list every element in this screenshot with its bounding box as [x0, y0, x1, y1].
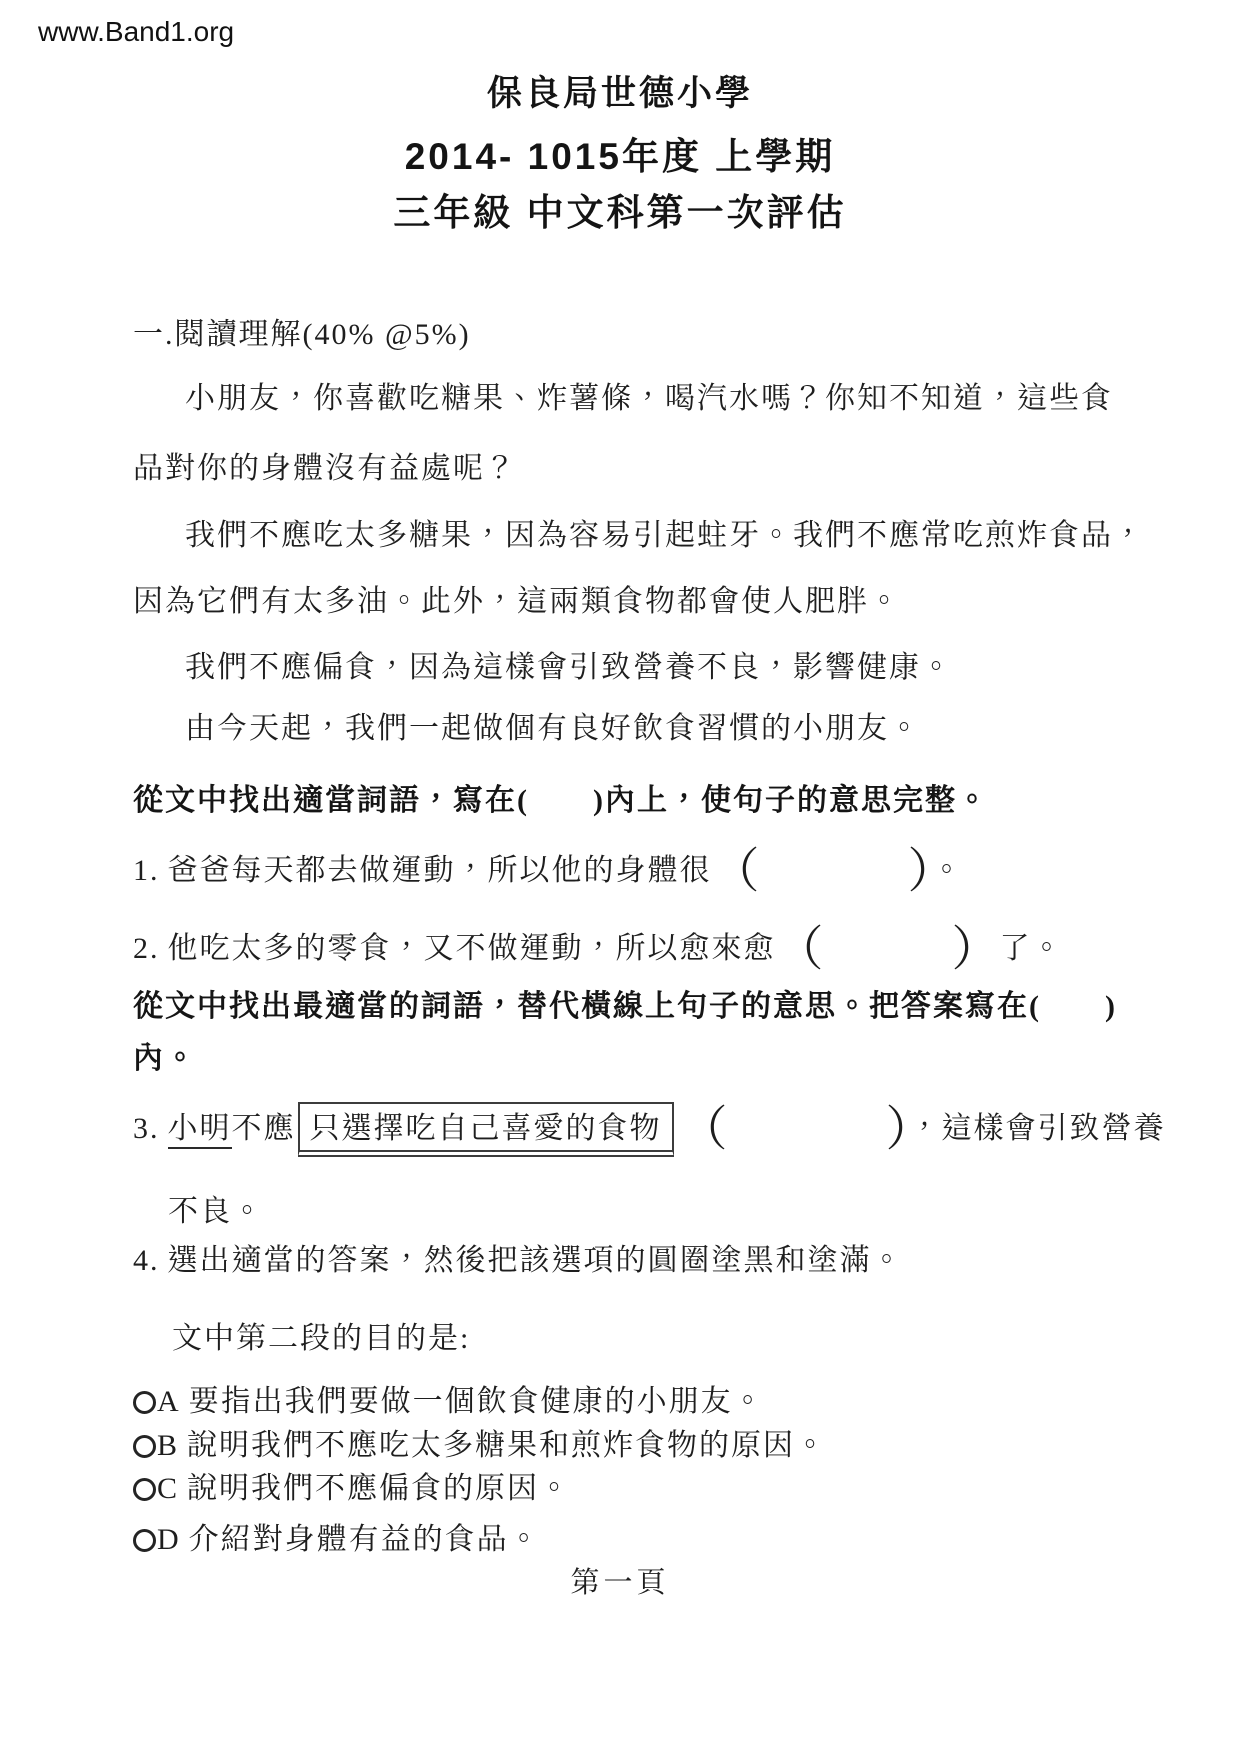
option-circle-icon — [133, 1391, 156, 1414]
question-tail: ，這樣會引致營養 — [909, 1112, 1166, 1145]
option-letter: A — [157, 1385, 181, 1418]
option-circle-icon — [133, 1435, 156, 1458]
question-text: 不應 — [231, 1112, 296, 1145]
question-3-continuation: 不良。 — [168, 1195, 264, 1228]
year-term: 2014- 1015年度 上學期 — [404, 136, 836, 177]
option-text: 要指出我們要做一個飲食健康的小朋友。 — [188, 1385, 765, 1418]
question-number: 2. — [133, 932, 160, 965]
option-circle-icon — [133, 1478, 156, 1501]
replace-instruction-line2: 內。 — [133, 1042, 197, 1075]
option-letter: D — [157, 1523, 181, 1556]
option-letter: B — [157, 1429, 180, 1462]
mc-stem: 文中第二段的目的是: — [172, 1322, 471, 1355]
blank-close-paren: ） — [907, 845, 932, 898]
replace-instruction-line1: 從文中找出最適當的詞語，替代橫線上句子的意思。把答案寫在( ) — [133, 990, 1117, 1023]
boxed-phrase: 只選擇吃自己喜愛的食物 — [298, 1102, 674, 1157]
question-number: 3. — [133, 1112, 160, 1145]
question-suffix: 了。 — [999, 932, 1064, 965]
underlined-subject: 小明 — [168, 1112, 232, 1149]
section-heading: 一.閱讀理解(40% @5%) — [133, 318, 471, 351]
question-2 — [133, 923, 1064, 976]
passage-line: 因為它們有太多油。此外，這兩類食物都會使人肥胖。 — [133, 585, 901, 618]
passage-line: 由今天起，我們一起做個有良好飲食習慣的小朋友。 — [185, 712, 921, 745]
question-text: 他吃太多的零食，又不做運動，所以愈來愈 — [167, 932, 776, 965]
fill-in-instruction: 從文中找出適當詞語，寫在( )內上，使句子的意思完整。 — [133, 784, 989, 817]
question-4 — [133, 1242, 904, 1280]
question-3 — [133, 1102, 1166, 1157]
question-number: 4. — [133, 1244, 160, 1277]
passage-line: 我們不應吃太多糖果，因為容易引起蛀牙。我們不應常吃煎炸食品， — [185, 519, 1145, 552]
question-text: 選出適當的答案，然後把該選項的圓圈塗黑和塗滿。 — [167, 1244, 904, 1277]
school-name: 保良局世德小學 — [486, 74, 753, 113]
option-circle-icon — [133, 1529, 156, 1552]
grade-subject-exam: 三年級 中文科第一次評估 — [393, 192, 847, 233]
question-suffix: 。 — [931, 854, 964, 887]
blank-open-paren: （ — [775, 923, 824, 976]
passage-line: 我們不應偏食，因為這樣會引致營養不良，影響健康。 — [185, 651, 953, 684]
mc-option-a — [133, 1383, 765, 1421]
question-text: 爸爸每天都去做運動，所以他的身體很 — [167, 854, 712, 887]
mc-option-d — [133, 1521, 541, 1559]
passage-line: 品對你的身體沒有益處呢？ — [133, 452, 517, 485]
site-watermark: www.Band1.org — [38, 16, 235, 47]
option-text: 說明我們不應偏食的原因。 — [187, 1472, 572, 1505]
question-number: 1. — [133, 854, 160, 887]
option-letter: C — [157, 1472, 180, 1505]
blank-open-paren: （ — [711, 845, 760, 898]
blank-close-paren: ） — [885, 1103, 910, 1156]
passage-line: 小朋友，你喜歡吃糖果、炸薯條，喝汽水嗎？你知不知道，這些食 — [185, 382, 1113, 415]
blank-open-paren: （ — [679, 1103, 728, 1156]
option-text: 介紹對身體有益的食品。 — [188, 1523, 541, 1556]
option-text: 說明我們不應吃太多糖果和煎炸食物的原因。 — [187, 1429, 828, 1462]
page-number: 第一頁 — [570, 1567, 670, 1599]
mc-option-b — [133, 1427, 827, 1465]
question-1 — [133, 845, 964, 898]
blank-close-paren: ） — [951, 923, 1000, 976]
mc-option-c — [133, 1470, 571, 1508]
